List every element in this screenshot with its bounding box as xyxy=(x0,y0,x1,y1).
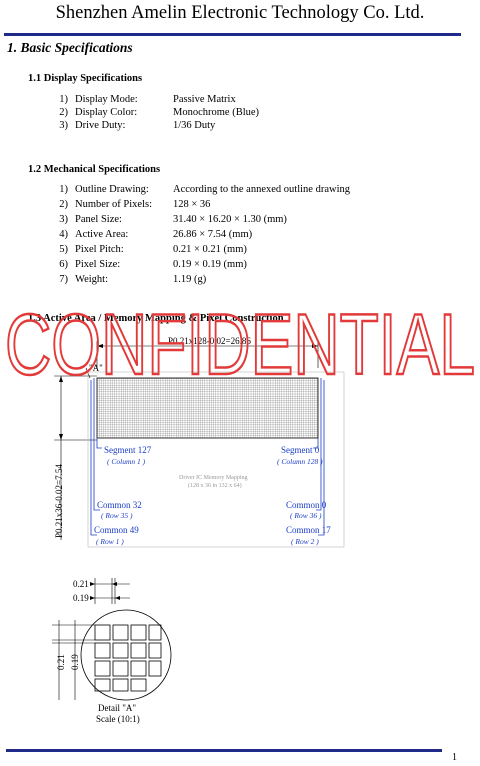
spec-key: Weight: xyxy=(75,274,108,285)
spec-value: 31.40 × 16.20 × 1.30 (mm) xyxy=(173,214,287,225)
spec-number: 3) xyxy=(59,214,68,225)
spec-number: 7) xyxy=(59,274,68,285)
common-0-label: Common 0 xyxy=(286,500,327,510)
spec-row xyxy=(52,259,452,272)
segment-127-label: Segment 127 xyxy=(104,445,152,455)
spec-value: 0.21 × 0.21 (mm) xyxy=(173,244,247,255)
memory-mapping-sub: (128 x 36 in 132 x 64) xyxy=(188,483,242,489)
scale-label: Scale (10:1) xyxy=(96,714,140,724)
spec-key: Number of Pixels: xyxy=(75,199,152,210)
spec-row xyxy=(52,274,452,287)
spec-key: Outline Drawing: xyxy=(75,184,149,195)
height-dimension: P0.21x36-0.02=7.54 xyxy=(54,464,64,538)
detail-a-label: Detail "A" xyxy=(98,703,137,713)
spec-key: Pixel Size: xyxy=(75,259,121,270)
spec-number: 2) xyxy=(59,107,68,118)
row-36-label: ( Row 36 ) xyxy=(290,511,322,520)
width-dimension: P0.21x128-0.02=26.86 xyxy=(168,336,251,346)
memory-mapping-label: Driver IC Memory Mapping xyxy=(179,475,248,481)
spec-key: Active Area: xyxy=(75,229,129,240)
active-area-title: 1.3 Active Area / Memory Mapping & Pixel Construction xyxy=(28,313,284,324)
spec-row xyxy=(52,94,452,107)
spec-key: Panel Size: xyxy=(75,214,122,225)
display-spec-title: 1.1 Display Specifications xyxy=(28,73,143,84)
spec-number: 2) xyxy=(59,199,68,210)
pitch-dimension: 0.21 xyxy=(73,579,89,589)
detail-a-marker: "A" xyxy=(89,363,103,373)
section-title: 1. Basic Specifications xyxy=(7,40,133,55)
spec-number: 6) xyxy=(59,259,68,270)
column-1-label: ( Column 1 ) xyxy=(107,457,146,466)
spec-value: 1/36 Duty xyxy=(173,120,216,131)
row-35-label: ( Row 35 ) xyxy=(101,511,133,520)
spec-value: Monochrome (Blue) xyxy=(173,107,260,118)
spec-number: 1) xyxy=(59,94,68,105)
vertical-size-dimension: 0.19 xyxy=(70,654,80,670)
column-128-label: ( Column 128 ) xyxy=(277,457,323,466)
spec-row xyxy=(52,107,452,120)
spec-key: Pixel Pitch: xyxy=(75,244,124,255)
spec-number: 4) xyxy=(59,229,68,240)
spec-value: According to the annexed outline drawing xyxy=(173,184,350,195)
spec-key: Drive Duty: xyxy=(75,120,126,131)
row-2-label: ( Row 2 ) xyxy=(291,537,319,546)
common-17-label: Common 17 xyxy=(286,525,331,535)
spec-key: Display Mode: xyxy=(75,94,138,105)
row-1-label: ( Row 1 ) xyxy=(96,537,124,546)
spec-row xyxy=(52,184,452,197)
spec-number: 1) xyxy=(59,184,68,195)
detail-a-circle xyxy=(81,610,171,700)
spec-row xyxy=(52,120,452,133)
confidential-watermark xyxy=(0,292,480,382)
spec-value: 128 × 36 xyxy=(173,199,211,210)
company-name: Shenzhen Amelin Electronic Technology Co. Ltd. xyxy=(55,3,425,23)
watermark-text: CONFIDENTIAL xyxy=(5,297,475,382)
spec-number: 3) xyxy=(59,120,68,131)
segment-0-label: Segment 0 xyxy=(281,445,320,455)
spec-row xyxy=(52,244,452,257)
mech-spec-title: 1.2 Mechanical Specifications xyxy=(28,164,161,175)
footer-rule xyxy=(6,749,442,752)
pixel-grid xyxy=(97,378,318,438)
spec-row xyxy=(52,214,452,227)
spec-row xyxy=(52,229,452,242)
vertical-pitch-dimension: 0.21 xyxy=(56,654,66,670)
header-rule xyxy=(4,33,461,36)
pixel-construction-diagram xyxy=(0,325,480,740)
spec-key: Display Color: xyxy=(75,107,138,118)
spec-value: 0.19 × 0.19 (mm) xyxy=(173,259,247,270)
size-dimension: 0.19 xyxy=(73,593,89,603)
common-32-label: Common 32 xyxy=(97,500,142,510)
spec-value: 1.19 (g) xyxy=(173,274,207,285)
spec-row xyxy=(52,199,452,212)
common-49-label: Common 49 xyxy=(94,525,139,535)
page-number: 1 xyxy=(452,752,457,763)
spec-value: 26.86 × 7.54 (mm) xyxy=(173,229,253,240)
spec-number: 5) xyxy=(59,244,68,255)
spec-value: Passive Matrix xyxy=(173,94,236,105)
